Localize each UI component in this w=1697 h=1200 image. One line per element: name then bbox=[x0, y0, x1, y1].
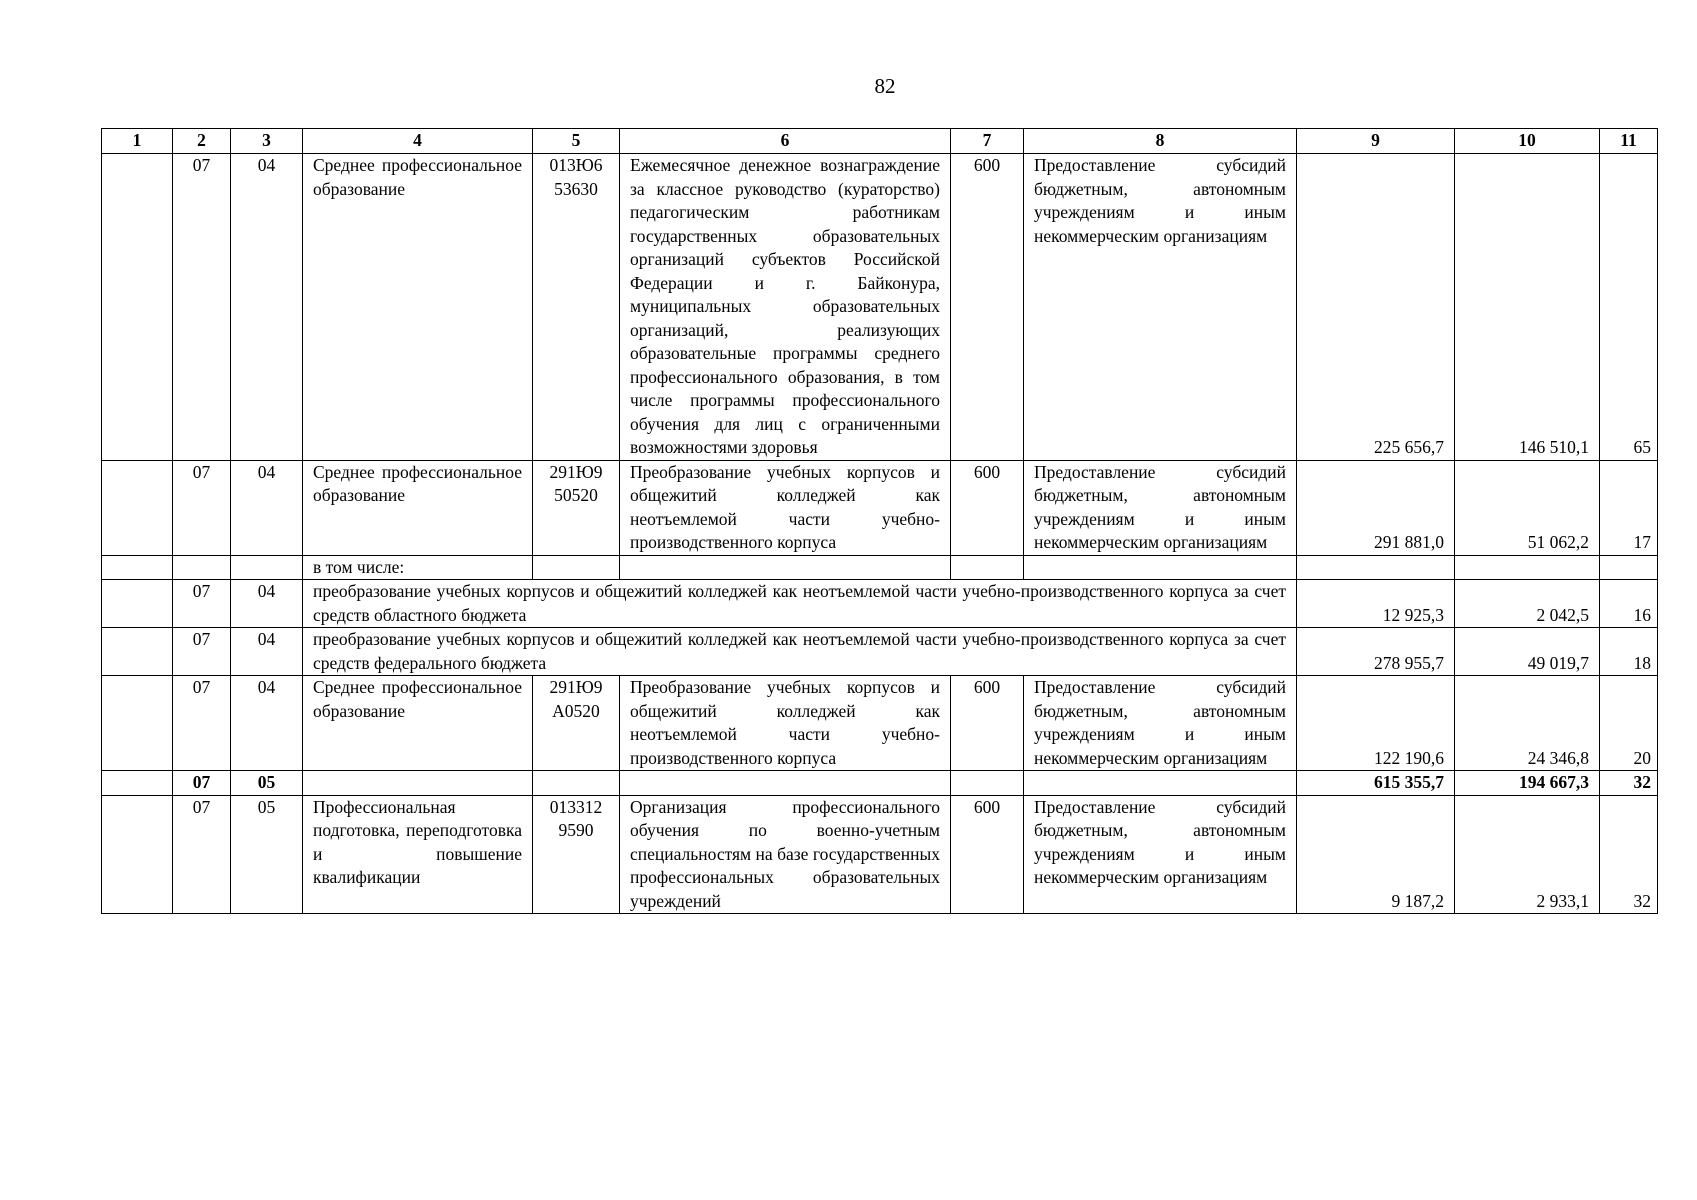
cell-empty bbox=[1024, 555, 1297, 580]
expense-type-name: Предоставление субсидий бюджетным, автономным учреждениям и иным некоммерческим организациям bbox=[1024, 676, 1297, 771]
subsection-code: 05 bbox=[231, 771, 303, 796]
cell-empty bbox=[951, 771, 1024, 796]
amount-planned: 225 656,7 bbox=[1297, 154, 1455, 461]
subsection-code: 04 bbox=[231, 154, 303, 461]
amount-executed: 24 346,8 bbox=[1455, 676, 1600, 771]
cell-empty bbox=[1600, 555, 1658, 580]
cell-empty bbox=[102, 555, 173, 580]
header-row bbox=[102, 129, 1658, 154]
target-article: 291Ю9 А0520 bbox=[533, 676, 620, 771]
expense-type: 600 bbox=[951, 460, 1024, 555]
cell-empty bbox=[231, 555, 303, 580]
cell-empty bbox=[303, 771, 533, 796]
amount-planned: 122 190,6 bbox=[1297, 676, 1455, 771]
amount-planned: 615 355,7 bbox=[1297, 771, 1455, 796]
expense-type-name: Предоставление субсидий бюджетным, автономным учреждениям и иным некоммерческим организациям bbox=[1024, 795, 1297, 914]
header-cell: 4 bbox=[303, 129, 533, 154]
expense-type: 600 bbox=[951, 676, 1024, 771]
target-article: 013Ю6 53630 bbox=[533, 154, 620, 461]
funding-source-description: преобразование учебных корпусов и общежитий колледжей как неотъемлемой части учебно-производственного корпуса за счет средств областного бюджета bbox=[303, 580, 1297, 628]
cell-empty bbox=[102, 771, 173, 796]
cell-empty bbox=[533, 771, 620, 796]
amount-executed: 194 667,3 bbox=[1455, 771, 1600, 796]
cell-empty bbox=[1297, 555, 1455, 580]
amount-planned: 291 881,0 bbox=[1297, 460, 1455, 555]
table-row bbox=[102, 628, 1658, 676]
table-row bbox=[102, 580, 1658, 628]
header-cell: 3 bbox=[231, 129, 303, 154]
cell-empty bbox=[102, 154, 173, 461]
including-label: в том числе: bbox=[303, 555, 533, 580]
section-code: 07 bbox=[173, 795, 231, 914]
header-cell: 1 bbox=[102, 129, 173, 154]
target-article: 291Ю9 50520 bbox=[533, 460, 620, 555]
percent-executed: 16 bbox=[1600, 580, 1658, 628]
percent-executed: 18 bbox=[1600, 628, 1658, 676]
section-code: 07 bbox=[173, 580, 231, 628]
cell-empty bbox=[102, 795, 173, 914]
cell-empty bbox=[102, 460, 173, 555]
expense-type: 600 bbox=[951, 795, 1024, 914]
amount-planned: 12 925,3 bbox=[1297, 580, 1455, 628]
section-code: 07 bbox=[173, 154, 231, 461]
percent-executed: 17 bbox=[1600, 460, 1658, 555]
article-name: Преобразование учебных корпусов и общежитий колледжей как неотъемлемой части учебно-производственного корпуса bbox=[620, 460, 951, 555]
cell-empty bbox=[102, 580, 173, 628]
percent-executed: 32 bbox=[1600, 771, 1658, 796]
section-code: 07 bbox=[173, 676, 231, 771]
header-cell: 10 bbox=[1455, 129, 1600, 154]
subsection-code: 04 bbox=[231, 580, 303, 628]
subsection-code: 05 bbox=[231, 795, 303, 914]
cell-empty bbox=[102, 628, 173, 676]
cell-empty bbox=[102, 676, 173, 771]
percent-executed: 20 bbox=[1600, 676, 1658, 771]
cell-empty bbox=[620, 555, 951, 580]
expense-type-name: Предоставление субсидий бюджетным, автономным учреждениям и иным некоммерческим организациям bbox=[1024, 154, 1297, 461]
amount-planned: 9 187,2 bbox=[1297, 795, 1455, 914]
header-cell: 11 bbox=[1600, 129, 1658, 154]
amount-executed: 51 062,2 bbox=[1455, 460, 1600, 555]
table-row bbox=[102, 676, 1658, 771]
subsection-name: Среднее профессиональное образование bbox=[303, 154, 533, 461]
header-cell: 9 bbox=[1297, 129, 1455, 154]
subsection-code: 04 bbox=[231, 676, 303, 771]
expense-type-name: Предоставление субсидий бюджетным, автономным учреждениям и иным некоммерческим организациям bbox=[1024, 460, 1297, 555]
article-name: Организация профессионального обучения по военно-учетным специальностям на базе государственных профессиональных образовательных учреждений bbox=[620, 795, 951, 914]
percent-executed: 65 bbox=[1600, 154, 1658, 461]
table-row bbox=[102, 555, 1658, 580]
header-cell: 2 bbox=[173, 129, 231, 154]
amount-executed: 2 933,1 bbox=[1455, 795, 1600, 914]
subsection-name: Профессиональная подготовка, переподготовка и повышение квалификации bbox=[303, 795, 533, 914]
header-cell: 5 bbox=[533, 129, 620, 154]
table-row bbox=[102, 460, 1658, 555]
section-code: 07 bbox=[173, 771, 231, 796]
cell-empty bbox=[1455, 555, 1600, 580]
article-name: Преобразование учебных корпусов и общежитий колледжей как неотъемлемой части учебно-производственного корпуса bbox=[620, 676, 951, 771]
cell-empty bbox=[1024, 771, 1297, 796]
section-code: 07 bbox=[173, 460, 231, 555]
header-cell: 7 bbox=[951, 129, 1024, 154]
expense-type: 600 bbox=[951, 154, 1024, 461]
funding-source-description: преобразование учебных корпусов и общежитий колледжей как неотъемлемой части учебно-производственного корпуса за счет средств федерального бюджета bbox=[303, 628, 1297, 676]
amount-executed: 49 019,7 bbox=[1455, 628, 1600, 676]
cell-empty bbox=[533, 555, 620, 580]
target-article: 013312 9590 bbox=[533, 795, 620, 914]
article-name: Ежемесячное денежное вознаграждение за классное руководство (кураторство) педагогическим работникам государственных образовательных организаций субъектов Российской Федерации и г. Байконура, муниципальных образовательных организаций, реализующих образовательные программы среднего профессионального образования, в том числе программы профессионального обучения для лиц с ограниченными возможностями здоровья bbox=[620, 154, 951, 461]
subsection-code: 04 bbox=[231, 628, 303, 676]
table-row bbox=[102, 154, 1658, 461]
header-cell: 6 bbox=[620, 129, 951, 154]
subsection-code: 04 bbox=[231, 460, 303, 555]
subtotal-row bbox=[102, 771, 1658, 796]
page-number: 82 bbox=[874, 74, 896, 98]
amount-executed: 146 510,1 bbox=[1455, 154, 1600, 461]
amount-executed: 2 042,5 bbox=[1455, 580, 1600, 628]
header-cell: 8 bbox=[1024, 129, 1297, 154]
subsection-name: Среднее профессиональное образование bbox=[303, 676, 533, 771]
cell-empty bbox=[620, 771, 951, 796]
amount-planned: 278 955,7 bbox=[1297, 628, 1455, 676]
budget-table bbox=[101, 128, 1658, 914]
section-code: 07 bbox=[173, 628, 231, 676]
percent-executed: 32 bbox=[1600, 795, 1658, 914]
cell-empty bbox=[951, 555, 1024, 580]
cell-empty bbox=[173, 555, 231, 580]
table-row bbox=[102, 795, 1658, 914]
subsection-name: Среднее профессиональное образование bbox=[303, 460, 533, 555]
